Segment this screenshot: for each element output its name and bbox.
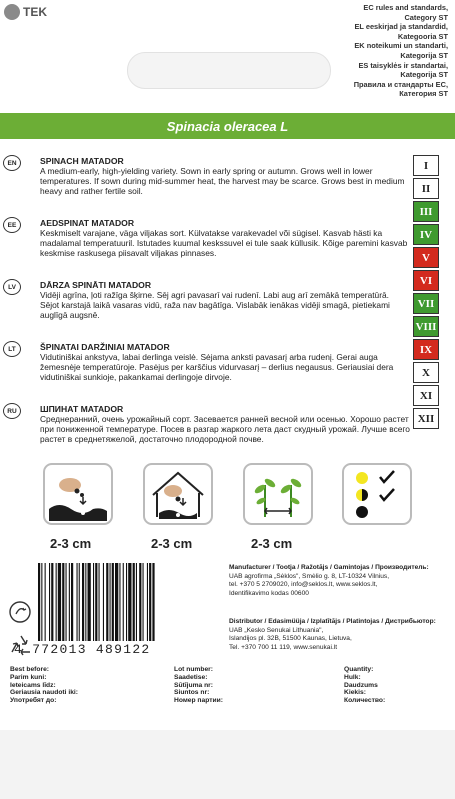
quantity-label: Hulk: [344,673,361,681]
sowing-calendar [413,155,439,431]
lang-text: Vidēji agrīna, ļoti ražīga šķirne. Sēj agri pavasarī vai rudenī. Labi aug arī zemākā temperatūrā. Sējot karstajā laikā vasaras vidū, raža nav bagātīga. Vislabāk ienākas vidēji smagā, pietiekami auglīgā augsnē. [40,290,390,321]
lang-code-badge: EE [3,217,21,233]
hang-hole [127,52,331,89]
tidyman-icon [8,600,32,624]
lang-title: ŠPINATAI DARŽINIAI MATADOR [40,342,170,352]
lang-text: Среднеранний, очень урожайный сорт. Засевается ранней весной или осенью. Хорошо растет при пониженной температуре. Посев в разгар жаркого лета даст скудный урожай. Лучше всего растет в среднетяжелой, достаточно плодородной почве. [40,414,410,445]
lang-code-badge: LT [3,341,21,357]
category-line: ES taisyklės ir standartai, [358,60,448,70]
month-cell: XII [413,408,439,429]
sun-exposure-icon [342,463,412,525]
barcode-bar [41,563,42,641]
barcode-bar [119,563,120,641]
barcode-bar [77,563,78,641]
lot-number-labels [174,666,223,705]
lang-text: Vidutiniškai ankstyva, labai derlinga veislė. Sėjama anksti pavasarį arba rudenį. Gerai auga žemesnėje temperatūroje. Pasėjus per karščius vidurvasarį – derlius negausus. Geriausiai dera vidutiniškai sunkioje, pakankamai derlingoje dirvoje. [40,352,394,383]
lot-number-label: Номер партии: [174,697,223,705]
category-block [354,3,448,99]
barcode-bar [112,563,114,641]
lot-number-label: Siuntos nr: [174,689,210,697]
lang-text: A medium-early, high-yielding variety. Sown in early spring or autumn. Grows well in lower temperatures. If sown during mid-summer heat, the harvest may be scarce. Grows best in medium heavy and rather fertile soil. [40,166,405,197]
lang-block-lv [3,279,410,331]
lang-title: ШПИНАТ MATADOR [40,404,124,414]
month-cell: V [413,247,439,268]
month-cell: II [413,178,439,199]
best-before-label: Употребят до: [10,697,57,705]
barcode-bar [93,563,94,641]
lot-number-label: Sūtījuma nr: [174,681,214,689]
manufacturer-heading: Manufacturer / Tootja / Ražotājs / Gamintojas / Производитель: [229,564,429,571]
barcode-bar [79,563,80,641]
barcode-bar [139,563,141,641]
best-before-label: Parim kuni: [10,673,47,681]
month-cell: VII [413,293,439,314]
barcode-bar [71,563,73,641]
lang-title: DĀRZA SPINĀTI MATADOR [40,280,152,290]
background-area [0,730,455,799]
best-before-label: Geriausia naudoti iki: [10,689,79,697]
month-cell: III [413,201,439,222]
manufacturer-line: tel. +370 5 2709020, info@seklos.lt, www.seklos.lt, [229,581,378,589]
species-title: Spinacia oleracea L [166,118,289,134]
month-cell: IX [413,339,439,360]
category-line: Kategorija ST [400,70,448,80]
barcode-bar [99,563,100,641]
barcode-bar [88,563,91,641]
barcode-bar [85,563,86,641]
brand-mark-icon [4,4,20,20]
lang-title: SPINACH MATADOR [40,156,124,166]
manufacturer-info [229,564,451,599]
barcode [34,563,220,644]
lang-block-lt [3,341,410,393]
distributor-line: UAB „Kesko Senukai Lithuania", [229,626,324,634]
barcode-bar [62,563,64,641]
quantity-label: Daudzums [344,681,378,689]
lot-number-label: Lot number: [174,666,214,673]
quantity-labels [344,666,385,705]
best-before-label: Ieteicams līdz: [10,681,56,689]
barcode-number: 4 772013 489122 [14,642,151,657]
barcode-bar [38,563,40,641]
barcode-bar [45,563,46,641]
barcode-bar [123,563,124,641]
best-before-label: Best before: [10,666,50,673]
barcode-bar [58,563,61,641]
barcode-bar [143,563,144,641]
lang-block-ee [3,217,410,269]
quantity-label: Quantity: [344,666,374,673]
month-cell: XI [413,385,439,406]
distributor-line: Tel. +370 700 11 119, www.senukai.lt [229,644,338,652]
quantity-label: Количество: [344,697,386,705]
category-line: Category ST [404,12,448,22]
category-line: Категория ST [399,89,448,99]
barcode-bar [115,563,118,641]
barcode-bar [49,563,50,641]
brand-name: TEK [23,5,47,19]
barcode-bar [149,563,151,641]
barcode-bar [66,563,67,641]
barcode-bar [56,563,57,641]
barcode-bar [95,563,97,641]
lang-block-ru [3,403,410,455]
distributor-heading: Distributor / Edasimüüja / Izplatītājs / Platintojas / Дистрибьютор: [229,618,436,625]
recycle-icon [8,633,34,659]
distributor-info [229,618,451,653]
row-spacing-icon [243,463,313,525]
lang-code-badge: EN [3,155,21,171]
lang-block-en [3,155,410,207]
barcode-bar [133,563,135,641]
category-line: Kategorija ST [400,50,448,60]
barcode-bar [82,563,84,641]
lot-number-label: Saadetise: [174,673,208,681]
barcode-bar [126,563,127,641]
barcode-bar [106,563,108,641]
best-before-labels [10,666,78,705]
month-cell: I [413,155,439,176]
sowing-depth-label: 2-3 cm [251,536,293,551]
manufacturer-line: UAB agrofirma „Sėklos", Smėlio g. 8, LT-10324 Vilnius, [229,572,390,580]
barcode-bar [51,563,53,641]
lang-code-badge: LV [3,279,21,295]
barcode-bar [136,563,137,641]
barcode-bar [110,563,111,641]
barcode-bar [103,563,104,641]
greenhouse-sowing-icon [143,463,213,525]
sowing-depth-label: 2-3 cm [50,536,92,551]
category-line: Kategooria ST [397,31,448,41]
category-line: EL eeskirjad ja standardid, [354,22,448,32]
brand-logo [4,4,47,20]
manufacturer-line: Identifikavimo kodas 00600 [229,590,309,598]
lang-code-badge: RU [3,403,21,419]
open-ground-sowing-icon [43,463,113,525]
barcode-bar [69,563,70,641]
sowing-depth-label: 2-3 cm [151,536,193,551]
category-line: EK noteikumi un standarti, [354,41,448,51]
species-banner [0,113,455,139]
barcode-bar [128,563,131,641]
lang-title: AEDSPINAT MATADOR [40,218,135,228]
category-line: Правила и стандарты ЕС, [353,79,448,89]
month-cell: VI [413,270,439,291]
quantity-label: Kiekis: [344,689,366,697]
distributor-line: Islandijos pl. 32B, 51500 Kaunas, Lietuva, [229,635,352,643]
barcode-bar [152,563,154,641]
month-cell: VIII [413,316,439,337]
month-cell: X [413,362,439,383]
lang-text: Keskmiselt varajane, väga viljakas sort. Külvatakse varakevadel või sügisel. Kasvab hästi ka madalamal temperatuuril. Istutades kuumal keskssuvel ei tule saak küllusik. Kõige paremini kasvab keskmise raskusega piisavalt viljakas pinnases. [40,228,408,259]
barcode-bar [147,563,148,641]
month-cell: IV [413,224,439,245]
category-line: EC rules and standards, [363,3,448,12]
